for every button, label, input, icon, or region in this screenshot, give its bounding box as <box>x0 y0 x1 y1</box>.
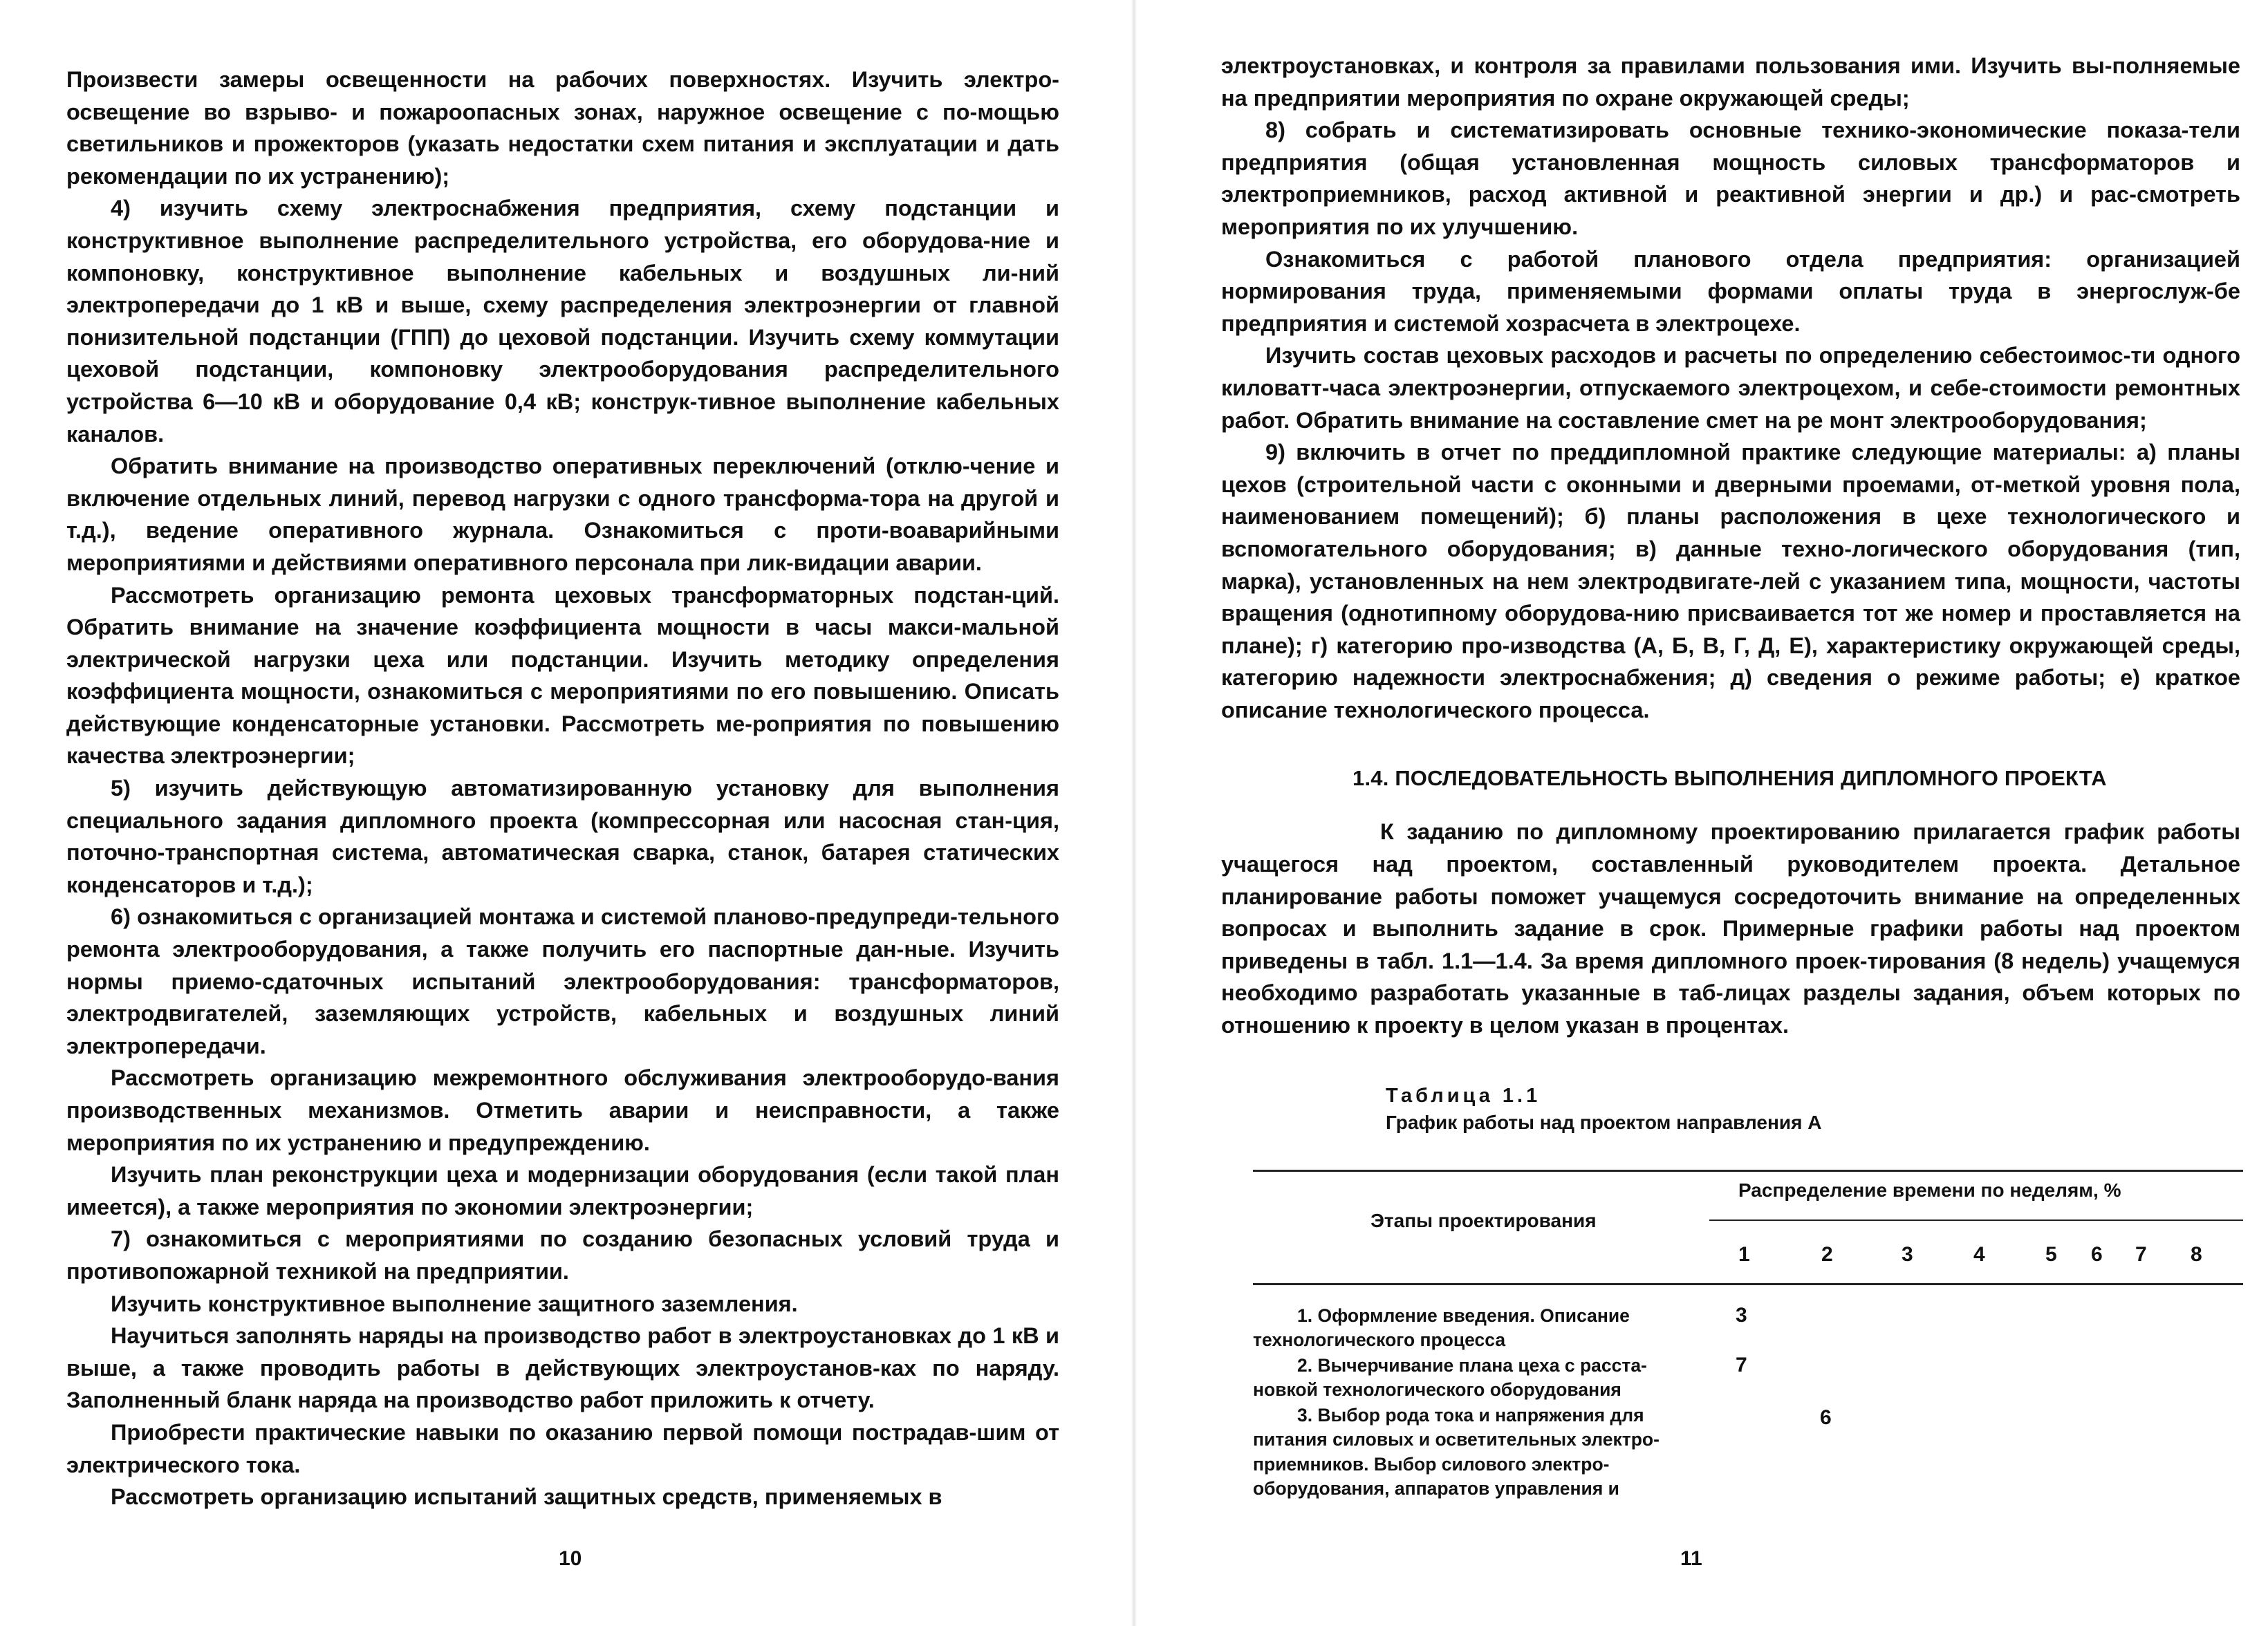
week-header-3: 3 <box>1902 1242 1913 1266</box>
week-header-8: 8 <box>2191 1242 2202 1266</box>
table-label: Таблица 1.1 <box>1386 1084 1541 1107</box>
table-caption: График работы над проектом направления А <box>1386 1111 1822 1133</box>
right-paragraph-3: Ознакомиться с работой планового отдела предприятия: организацией нормирования труда, применяемыми формами оплаты труда в энергослуж-бе предприятия и системой хозрасчета в электроцехе. <box>1221 246 2240 336</box>
column-header-distribution: Распределение времени по неделям, % <box>1738 1179 2121 1201</box>
right-paragraph-4: Изучить состав цеховых расходов и расчеты по определению себестоимос-ти одного киловатт-часа электроэнергии, отпускаемого электроцехом, и себе-стоимости ремонтных работ. Обратить внимание на составление смет на ре монт электрооборудования; <box>1221 343 2240 433</box>
left-paragraph-13: Рассмотреть организацию испытаний защитных средств, применяемых в <box>111 1484 942 1510</box>
right-page <box>1134 0 2268 1626</box>
left-paragraph-6: 6) ознакомиться с организацией монтажа и системой планово-предупреди-тельного ремонта электрооборудования, а также получить его паспортные дан-ные. Изучить нормы приемо-сдаточных испытаний электрооборудования: трансформаторов, электродвигателей, заземляющих устройств, кабельных и воздушных линий электропередачи. <box>66 904 1059 1058</box>
right-paragraph-2: 8) собрать и систематизировать основные технико-экономические показа-тели предприятия (общая установленная мощность силовых трансформаторов и электроприемников, расход активной и реактивной энергии и др.) и рас-смотреть мероприятия по их улучшению. <box>1221 118 2240 239</box>
table-row-stage-2: 2. Вычерчивание плана цеха с расста-новкой технологического оборудования <box>1253 1354 1647 1401</box>
week-header-1: 1 <box>1738 1242 1750 1266</box>
left-paragraph-2: 4) изучить схему электроснабжения предприятия, схему подстанции и конструктивное выполнение распределительного устройства, его оборудова-ние и компоновку, конструктивное выполнение кабельных и воздушных ли-ний электропередачи до 1 кВ и выше, схему распределения электроэнергии от главной понизительной подстанции (ГПП) до цеховой подстанции. Изучить схему коммутации цеховой подстанции, компоновку электрооборудования распределительного устройства 6—10 кВ и оборудование 0,4 кВ; конструк-тивное выполнение кабельных каналов. <box>66 196 1059 447</box>
table-row-value-2: 7 <box>1736 1353 1747 1376</box>
table-header-bottom-rule <box>1253 1283 2243 1285</box>
week-header-6: 6 <box>2091 1242 2103 1266</box>
left-paragraph-10: Изучить конструктивное выполнение защитного заземления. <box>111 1291 798 1316</box>
left-paragraph-4: Рассмотреть организацию ремонта цеховых трансформаторных подстан-ций. Обратить внимание на значение коэффициента мощности в часы макси-мальной электрической нагрузки цеха или подстанции. Изучить методику определения коэффициента мощности, ознакомиться с мероприятиями по его повышению. Описать действующие конденсаторные установки. Рассмотреть ме-роприятия по повышению качества электроэнергии; <box>66 582 1059 769</box>
left-paragraph-7: Рассмотреть организацию межремонтного обслуживания электрооборудо-вания производственных механизмов. Отметить аварии и неисправности, а также мероприятия по их устранению и предупреждению. <box>66 1065 1059 1155</box>
right-page-number: 11 <box>1680 1547 1702 1570</box>
table-row-value-3: 6 <box>1820 1405 1832 1429</box>
column-header-stages: Этапы проектирования <box>1370 1209 1597 1231</box>
right-paragraph-1: электроустановках, и контроля за правилами пользования ими. Изучить вы-полняемые на предприятии мероприятия по охране окружающей среды; <box>1221 53 2240 111</box>
schedule-table <box>1253 1170 2243 1529</box>
left-paragraph-11: Научиться заполнять наряды на производство работ в электроустановках до 1 кВ и выше, а также проводить работы в действующих электроустанов-ках по наряду. Заполненный бланк наряда на производство работ приложить к отчету. <box>66 1323 1059 1413</box>
left-paragraph-5: 5) изучить действующую автоматизированную установку для выполнения специального задания дипломного проекта (компрессорная или насосная стан-ция, поточно-транспортная система, автоматическая сварка, станок, батарея статических конденсаторов и т.д.); <box>66 776 1059 897</box>
table-row-stage-1: 1. Оформление введения. Описание технологического процесса <box>1253 1305 1630 1351</box>
week-header-2: 2 <box>1821 1242 1833 1266</box>
week-header-7: 7 <box>2135 1242 2147 1266</box>
right-paragraph-5: 9) включить в отчет по преддипломной практике следующие материалы: а) планы цехов (строительной части с оконными и дверными проемами, от-меткой уровня пола, наименованием помещений); б) планы расположения в цехе технологического и вспомогательного оборудования; в) данные техно-логического оборудования (тип, марка), установленных на нем электродвигате-лей с указанием типа, мощности, частоты вращения (однотипному оборудова-нию присваивается тот же номер и проставляется на плане); г) категорию про-изводства (А, Б, В, Г, Д, Е), характеристику окружающей среды, категорию надежности электроснабжения; д) сведения о режиме работы; е) краткое описание технологического процесса. <box>1221 440 2240 722</box>
left-paragraph-9: 7) ознакомиться с мероприятиями по созданию безопасных условий труда и противопожарной техникой на предприятии. <box>66 1226 1059 1284</box>
left-page-number: 10 <box>559 1547 582 1570</box>
week-header-5: 5 <box>2045 1242 2057 1266</box>
section-heading: 1.4. ПОСЛЕДОВАТЕЛЬНОСТЬ ВЫПОЛНЕНИЯ ДИПЛОМНОГО ПРОЕКТА <box>1353 766 2107 791</box>
left-paragraph-8: Изучить план реконструкции цеха и модернизации оборудования (если такой план имеется), а также мероприятия по экономии электроэнергии; <box>66 1162 1059 1220</box>
left-paragraph-1: Произвести замеры освещенности на рабочих поверхностях. Изучить электро-освещение во взрыво- и пожароопасных зонах, наружное освещение с по-мощью светильников и прожекторов (указать недостатки схем питания и эксплуатации и дать рекомендации по их устранению); <box>66 67 1059 189</box>
left-paragraph-12: Приобрести практические навыки по оказанию первой помощи пострадав-шим от электрического тока. <box>66 1419 1059 1477</box>
section-paragraph: К заданию по дипломному проектированию прилагается график работы учащегося над проектом, составленный руководителем проекта. Детальное планирование работы поможет учащемуся сосредоточить внимание на определенных вопросах и выполнить задание в срок. Примерные графики работы над проектом приведены в табл. 1.1—1.4. За время дипломного проек-тирования (8 недель) учащемуся необходимо разработать указанные в таб-лицах разделы задания, объем которых по отношению к проекту в целом указан в процентах. <box>1221 819 2240 1038</box>
left-paragraph-3: Обратить внимание на производство оперативных переключений (отклю-чение и включение отдельных линий, перевод нагрузки с одного трансформа-тора на другой и т.д.), ведение оперативного журнала. Ознакомиться с проти-воаварийными мероприятиями и действиями оперативного персонала при лик-видации аварии. <box>66 454 1059 575</box>
week-header-4: 4 <box>1973 1242 1985 1266</box>
table-header-rule <box>1709 1220 2243 1221</box>
table-row-stage-3: 3. Выбор рода тока и напряжения для питания силовых и осветительных электро-приемников. Выбор силового электро-оборудования, аппаратов управления и <box>1253 1404 1660 1499</box>
table-row-value-1: 3 <box>1736 1303 1747 1327</box>
table-top-rule <box>1253 1170 2243 1172</box>
